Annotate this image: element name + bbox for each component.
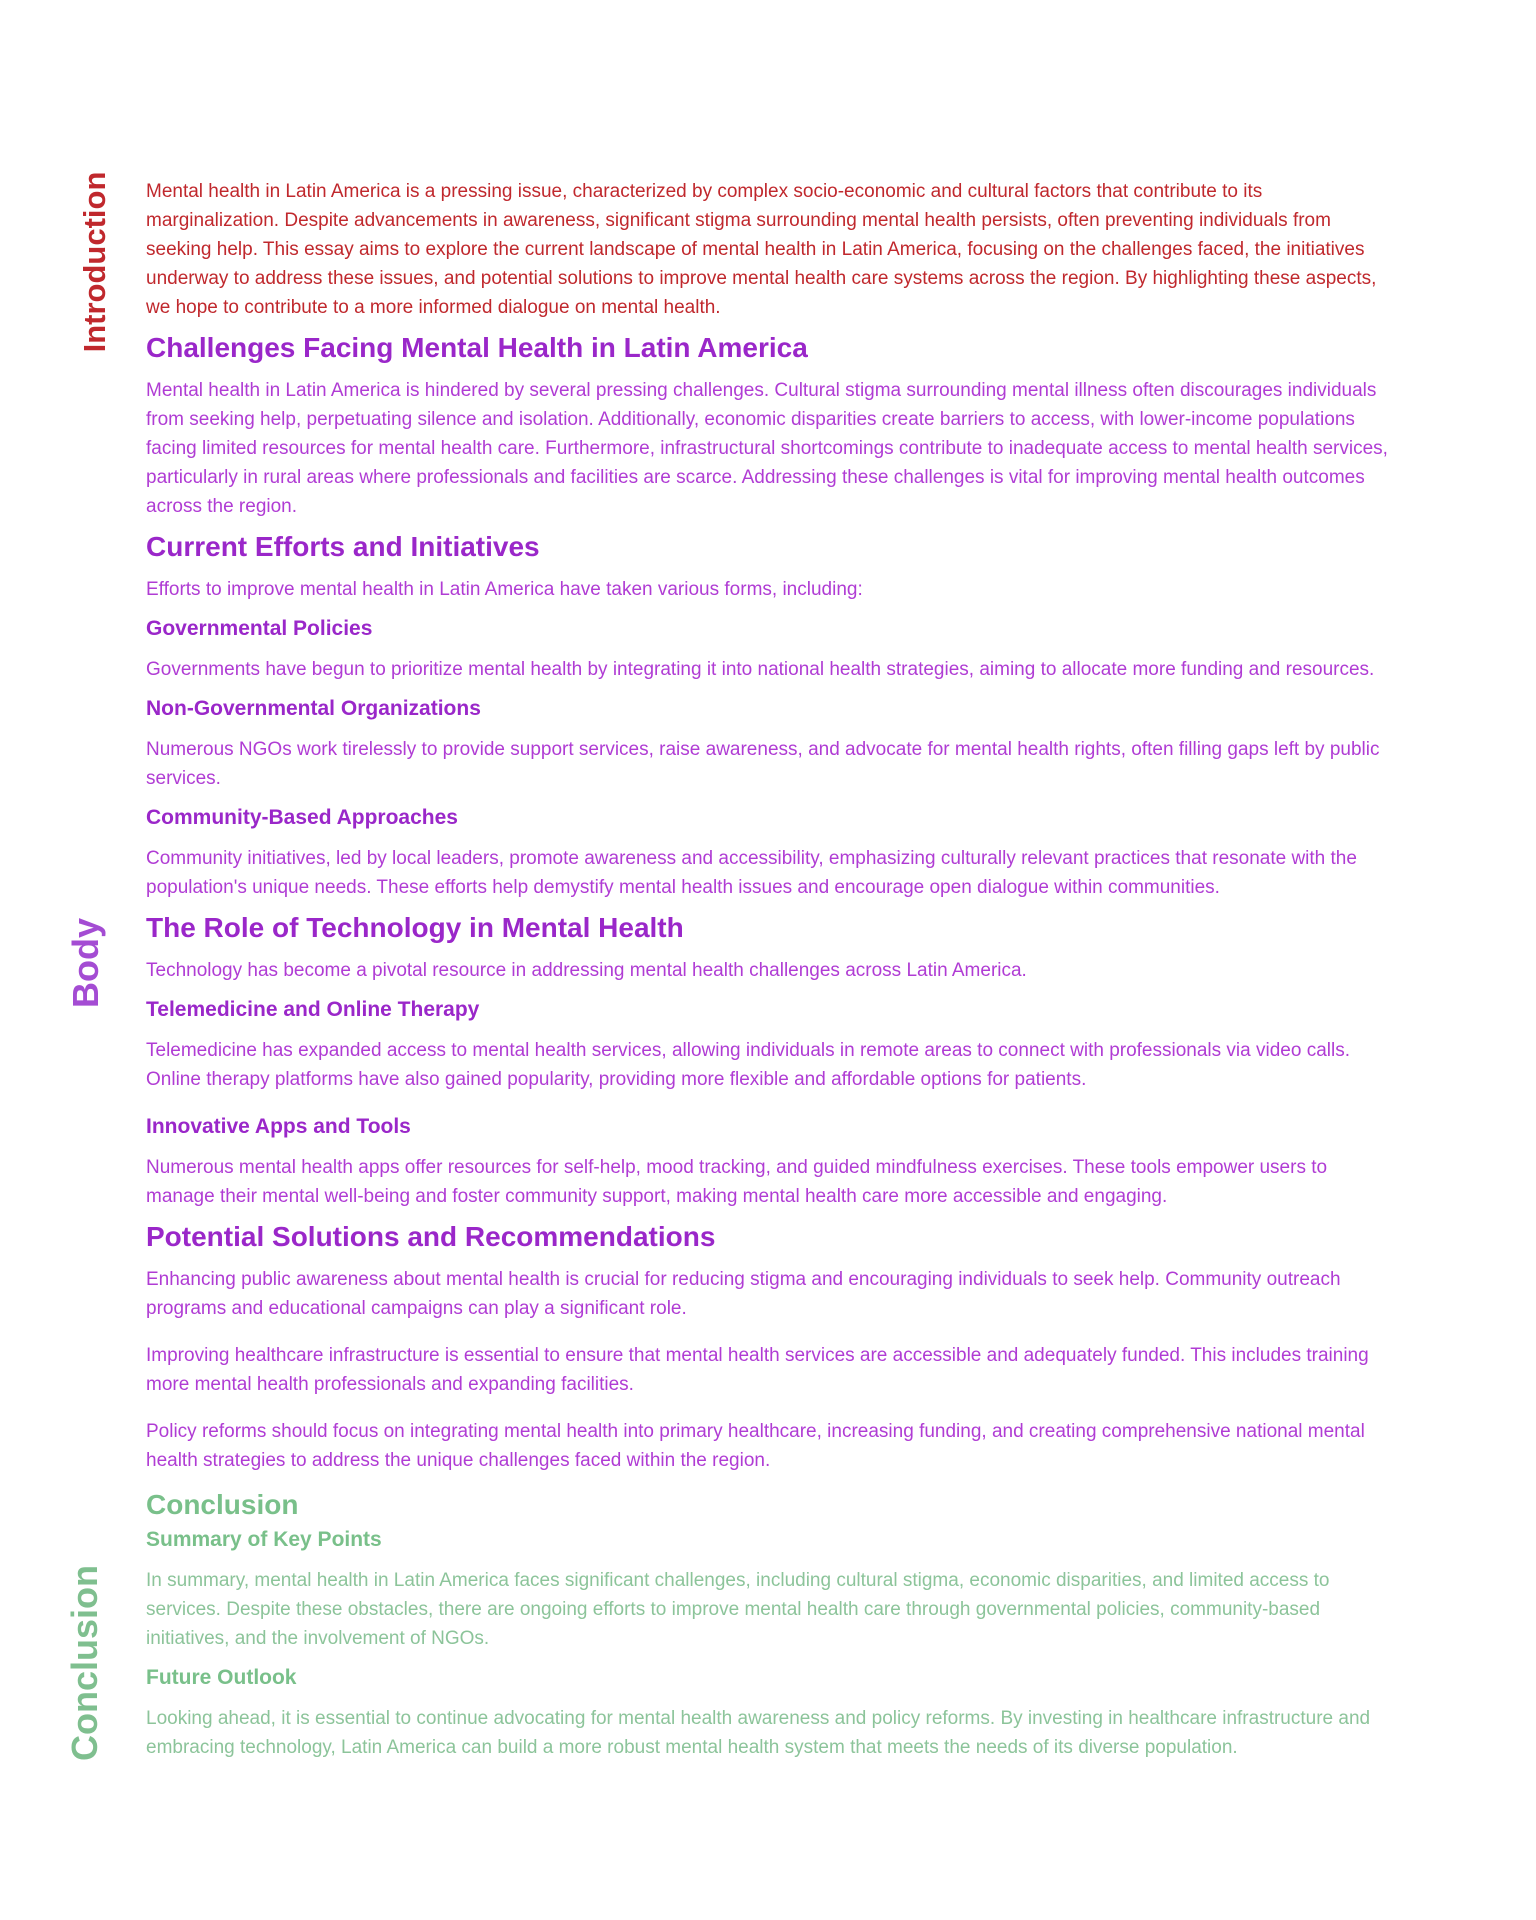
conclusion-heading: Conclusion xyxy=(146,1489,299,1520)
efforts-heading: Current Efforts and Initiatives xyxy=(146,531,540,562)
challenges-heading: Challenges Facing Mental Health in Latin America xyxy=(146,332,808,363)
telemedicine-text: Telemedicine has expanded access to mental health services, allowing individuals in remote areas to connect with professionals via video calls. Online therapy platforms have also gained popularity, providing more flexible and affordable options for patients. xyxy=(146,1040,1350,1090)
future-outlook-text: Looking ahead, it is essential to continue advocating for mental health awareness and policy reforms. By investing in healthcare infrastructure and embracing technology, Latin America can build a more robust mental health system that meets the needs of its diverse population. xyxy=(146,1708,1371,1758)
section-label-introduction: Introduction xyxy=(77,171,112,353)
challenges-paragraph: Mental health in Latin America is hindered by several pressing challenges. Cultural stigma surrounding mental illness often discourages individuals from seeking help, perpetuating silence and isolation. Additionally, economic disparities create barriers to access, with lower-income populations facing limited resources for mental health care. Furthermore, infrastructural shortcomings contribute to inadequate access to mental health services, particularly in rural areas where professionals and facilities are scarce. Addressing these challenges is vital for improving mental health outcomes across the region. xyxy=(146,380,1388,517)
efforts-intro: Efforts to improve mental health in Latin America have taken various forms, including: xyxy=(146,579,863,600)
apps-tools-heading: Innovative Apps and Tools xyxy=(146,1115,411,1138)
introduction-section xyxy=(146,177,1396,322)
introduction-paragraph: Mental health in Latin America is a pressing issue, characterized by complex socio-economic and cultural factors that contribute to its marginalization. Despite advancements in awareness, significant stigma surrounding mental health persists, often preventing individuals from seeking help. This essay aims to explore the current landscape of mental health in Latin America, focusing on the challenges faced, the initiatives underway to address these issues, and potential solutions to improve mental health care systems across the region. By highlighting these aspects, we hope to contribute to a more informed dialogue on mental health. xyxy=(146,181,1377,318)
future-outlook-heading: Future Outlook xyxy=(146,1666,297,1689)
ngo-heading: Non-Governmental Organizations xyxy=(146,697,481,720)
summary-text: In summary, mental health in Latin America faces significant challenges, including cultural stigma, economic disparities, and limited access to services. Despite these obstacles, there are ongoing efforts to improve mental health care through governmental policies, community-based initiatives, and the involvement of NGOs. xyxy=(146,1570,1330,1649)
essay-content xyxy=(146,177,1396,1762)
telemedicine-heading: Telemedicine and Online Therapy xyxy=(146,998,480,1021)
body-section xyxy=(146,330,1396,1475)
governmental-policies-text: Governments have begun to prioritize mental health by integrating it into national health strategies, aiming to allocate more funding and resources. xyxy=(146,659,1375,680)
solutions-paragraph-2: Improving healthcare infrastructure is essential to ensure that mental health services are accessible and adequately funded. This includes training more mental health professionals and expanding facilities. xyxy=(146,1345,1369,1395)
governmental-policies-heading: Governmental Policies xyxy=(146,617,373,640)
solutions-paragraph-1: Enhancing public awareness about mental health is crucial for reducing stigma and encouraging individuals to seek help. Community outreach programs and educational campaigns can play a significant role. xyxy=(146,1269,1341,1319)
solutions-paragraph-3: Policy reforms should focus on integrating mental health into primary healthcare, increasing funding, and creating comprehensive national mental health strategies to address the unique challenges faced within the region. xyxy=(146,1421,1365,1471)
conclusion-section xyxy=(146,1487,1396,1762)
community-approaches-text: Community initiatives, led by local leaders, promote awareness and accessibility, emphasizing culturally relevant practices that resonate with the population's unique needs. These efforts help demystify mental health issues and encourage open dialogue within communities. xyxy=(146,848,1357,898)
community-approaches-heading: Community-Based Approaches xyxy=(146,806,458,829)
apps-tools-text: Numerous mental health apps offer resources for self-help, mood tracking, and guided mindfulness exercises. These tools empower users to manage their mental well-being and foster community support, making mental health care more accessible and engaging. xyxy=(146,1157,1328,1207)
section-label-conclusion: Conclusion xyxy=(64,1565,105,1761)
ngo-text: Numerous NGOs work tirelessly to provide support services, raise awareness, and advocate for mental health rights, often filling gaps left by public services. xyxy=(146,739,1380,789)
summary-heading: Summary of Key Points xyxy=(146,1528,382,1551)
solutions-heading: Potential Solutions and Recommendations xyxy=(146,1221,716,1252)
technology-intro: Technology has become a pivotal resource in addressing mental health challenges across Latin America. xyxy=(146,960,1027,981)
technology-heading: The Role of Technology in Mental Health xyxy=(146,912,684,943)
section-label-body: Body xyxy=(65,918,106,1008)
